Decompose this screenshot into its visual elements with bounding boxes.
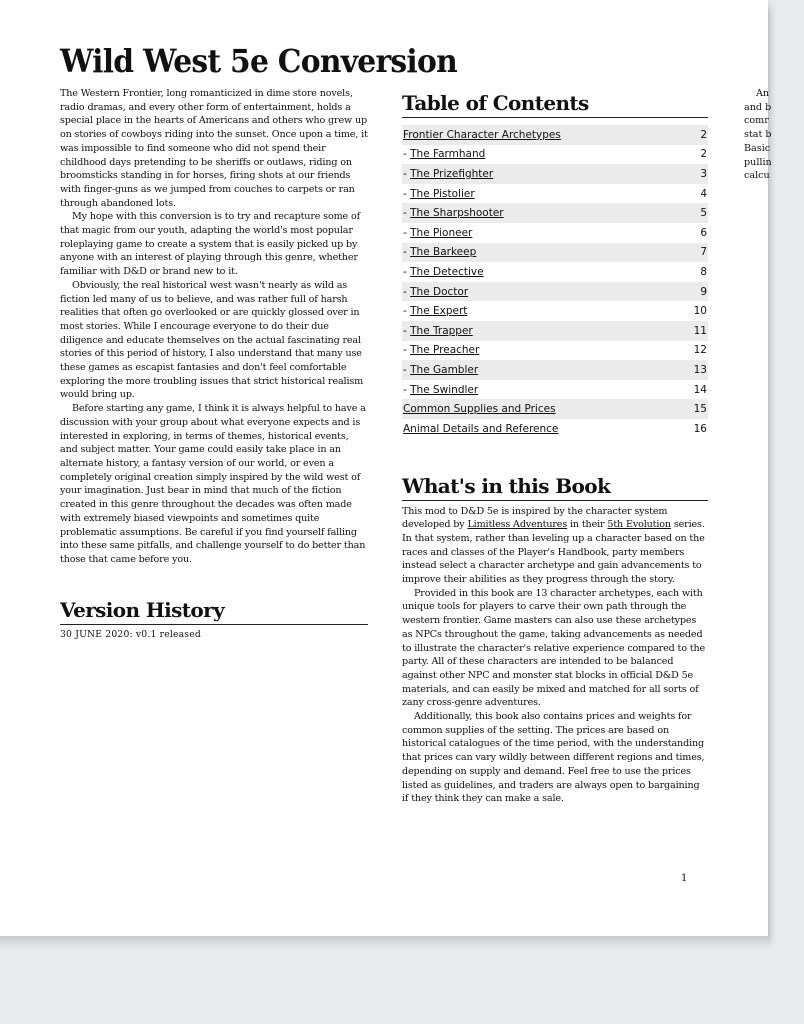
toc-entry-label [403,266,484,278]
toc-entry-prefix: - [403,383,411,396]
limitless-adventures-link[interactable]: Limitless Adventures [467,519,568,531]
toc-entry-label [403,305,467,317]
whats-in-book-paragraph-1 [402,505,708,587]
paragraph-text: in their [567,519,608,531]
toc-entry-link[interactable]: The Expert [410,305,468,318]
whats-in-book-paragraph-2: Provided in this book are 13 character archetypes, each with unique tools for players to carve their own path through the western frontier. Game masters can also use these archetypes as NPCs throughout the game, taking advancements as needed to illustrate the character's relative experience compared to the party. All of these characters are intended to be balanced against other NPC and monster stat blocks in official D&D 5e materials, and can easily be mixed and matched for all sorts of zany cross-genre adventures. [402,587,706,709]
toc-entry-page-number: 3 [700,167,707,180]
toc-entry-label [403,168,493,180]
toc-entry-label [403,188,475,200]
toc-entry-link[interactable]: The Doctor [410,285,469,298]
toc-entry-link[interactable]: The Pioneer [410,226,473,239]
toc-entry[interactable] [402,360,708,380]
toc-entry-label [403,129,561,141]
toc-entry-link[interactable]: The Pistolier [410,187,475,200]
toc-entry-page-number: 5 [700,207,707,220]
toc-entry-prefix: - [403,344,411,357]
toc-entry-prefix: - [403,187,411,200]
toc-entry[interactable] [402,203,708,223]
toc-entry-link[interactable]: The Gambler [410,363,479,376]
toc-entry[interactable] [402,399,708,419]
toc-entry-prefix: - [403,167,411,180]
left-column [60,87,368,640]
toc-entry[interactable] [402,341,708,361]
intro-paragraph-4: Before starting any game, I think it is always helpful to have a discussion with your group about what everyone expects and is interested in exploring, in terms of themes, historical events, and subject matter. Your game could easily take place in an alternate history, a fantasy version of our world, or even a completely original creation simply inspired by the wild west of your imagination. Just bear in mind that much of the fiction created in this genre throughout the decades was often made with extremely biased viewpoints and sometimes quite problematic assumptions. Be careful if you find yourself falling into these same pitfalls, and challenge yourself to do better than those that came before you. [60,403,366,565]
toc-entry-label [403,364,478,376]
next-page-text-fragment: pullin [744,156,772,168]
intro-paragraph-2: My hope with this conversion is to try and recapture some of that magic from our youth, adapting the world's most popular roleplaying game to create a system that is easily picked up by anyone with an interest of playing through this genre, whether familiar with D&D or brand new to it. [60,211,360,278]
toc-entry-link[interactable]: Common Supplies and Prices [403,403,556,416]
whats-in-book-heading: What's in this Book [402,473,708,501]
toc-entry-prefix: - [403,207,411,220]
toc-entry-link[interactable]: The Preacher [410,344,480,357]
toc-heading: Table of Contents [402,90,708,118]
toc-entry[interactable] [402,223,708,243]
toc-entry-prefix: - [403,246,411,259]
intro-paragraph-3: Obviously, the real historical west wasn't nearly as wild as fiction led many of us to believe, and was rather full of harsh realities that often go overlooked or are quickly glossed over in most stories. While I encourage everyone to do their due diligence and educate themselves on the actual fascinating real stories of this period of history, I also understand that many use these games as escapist fantasies and don't feel comfortable exploring the more troubling issues that strict historical realism would bring up. [60,279,364,401]
toc-entry-prefix: - [403,265,411,278]
toc-entry[interactable] [402,164,708,184]
toc-entry-label [403,384,478,396]
next-page-text-fragment: calcu [744,170,770,182]
toc-entry-label [403,207,504,219]
toc-entry-link[interactable]: The Trapper [410,324,473,337]
next-page-text-fragment: comr [744,115,769,127]
toc-entry-page-number: 14 [693,383,707,396]
whats-in-book-paragraph-3: Additionally, this book also contains prices and weights for common supplies of the setting. The prices are based on historical catalogues of the time period, with the understanding that prices can vary wildly between different regions and times, depending on supply and demand. Feel free to use the prices listed as guidelines, and traders are always open to bargaining if they think they can make a sale. [402,711,705,805]
toc-entry-label [403,286,468,298]
toc-entry-link[interactable]: Frontier Character Archetypes [403,128,561,141]
toc-entry-page-number: 2 [700,148,707,161]
toc-entry-label [403,344,479,356]
toc-entry[interactable] [402,380,708,400]
next-page-text-fragment: Basic [744,142,771,154]
table-of-contents [402,125,708,439]
toc-entry[interactable] [402,419,708,439]
toc-entry-link[interactable]: The Barkeep [410,246,477,259]
paragraph-text: This mod to D&D 5e is inspired by the character system developed by [402,505,668,531]
whats-in-book-section [402,473,708,806]
version-history-entry: 30 JUNE 2020: v0.1 released [60,628,201,640]
toc-entry[interactable] [402,145,708,165]
toc-entry-prefix: - [403,285,411,298]
intro-paragraph-1: The Western Frontier, long romanticized in dime store novels, radio dramas, and every other form of entertainment, holds a special place in the hearts of Americans and others who grew up on stories of cowboys riding into the sunset. Once upon a time, it was impossible to find someone who did not spend their childhood days pretending to be sheriffs or outlaws, riding on broomsticks standing in for horses, firing shots at our friends with finger-guns as we jumped from couches to carpets or ran through abandoned lots. [60,88,368,209]
toc-entry-link[interactable]: The Farmhand [410,148,486,161]
toc-entry-page-number: 2 [700,128,707,141]
toc-entry-link[interactable]: The Detective [410,265,484,278]
toc-entry-page-number: 16 [693,422,707,435]
toc-entry-label [403,403,556,415]
toc-entry[interactable] [402,184,708,204]
toc-entry-label [403,325,473,337]
toc-entry[interactable] [402,301,708,321]
toc-entry-prefix: - [403,148,411,161]
toc-entry-prefix: - [403,324,411,337]
page-shadow [0,936,768,950]
toc-entry-prefix: - [403,226,411,239]
toc-entry-link[interactable]: The Swindler [410,383,479,396]
toc-entry-page-number: 4 [700,187,707,200]
toc-entry[interactable] [402,125,708,145]
toc-entry-page-number: 11 [693,324,707,337]
toc-entry-page-number: 10 [693,305,707,318]
toc-entry-page-number: 9 [700,285,707,298]
toc-entry-label [403,246,476,258]
next-page-fragment [744,87,804,183]
toc-entry-link[interactable]: The Prizefighter [410,167,494,180]
toc-entry-page-number: 13 [693,363,707,376]
next-page-text-fragment: An [756,88,770,99]
toc-entry[interactable] [402,321,708,341]
page-number: 1 [681,873,688,884]
version-history-section [60,597,368,640]
toc-entry-label [403,148,485,160]
toc-entry[interactable] [402,282,708,302]
toc-entry-page-number: 6 [700,226,707,239]
toc-entry-link[interactable]: Animal Details and Reference [403,422,559,435]
toc-entry[interactable] [402,262,708,282]
version-history-heading: Version History [60,597,368,625]
paragraph-text: series. In that system, rather than leveling up a character based on the races and classes of the Player's Handbook, party members instead select a character archetype and gain advancements to improve their abilities as they progress through the story. [402,519,705,586]
toc-entry-page-number: 15 [693,403,707,416]
toc-entry-label [403,423,558,435]
5th-evolution-link[interactable]: 5th Evolution [607,519,671,531]
next-page-text-fragment: and b [744,101,772,113]
toc-entry-label [403,227,472,239]
toc-entry-page-number: 12 [693,344,707,357]
toc-entry-prefix: - [403,305,411,318]
right-column [402,90,708,806]
toc-entry[interactable] [402,243,708,263]
next-page-text-fragment: stat b [744,129,772,141]
toc-entry-page-number: 7 [700,246,707,259]
toc-entry-prefix: - [403,363,411,376]
toc-entry-page-number: 8 [700,265,707,278]
document-title: Wild West 5e Conversion [60,42,457,80]
toc-entry-link[interactable]: The Sharpshooter [410,207,504,220]
